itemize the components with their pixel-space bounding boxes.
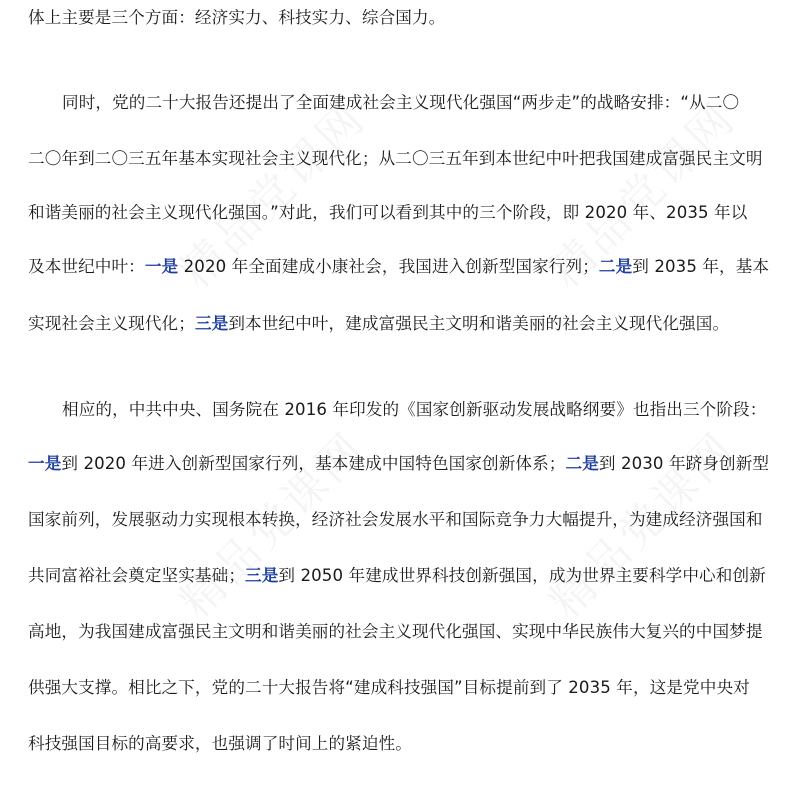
paragraph-3-line-3 [28, 508, 772, 532]
highlight-first: 一是 [28, 454, 62, 473]
text-segment: 2020 年全面建成小康社会，我国进入创新型国家行列； [178, 257, 599, 276]
text-segment: 供强大支撑。相比之下，党的二十大报告将“建成科技强国”目标提前到了 2035 年，这是党中央对 [28, 678, 750, 697]
paragraph-2-line-1 [62, 91, 800, 115]
text-segment: 二〇年到二〇三五年基本实现社会主义现代化；从二〇三五年到本世纪中叶把我国建成富强民主文明 [28, 149, 763, 168]
text-segment: 到本世纪中叶，建成富强民主文明和谐美丽的社会主义现代化强国。 [228, 314, 730, 333]
highlight-third: 三是 [194, 314, 229, 333]
paragraph-3-line-6 [28, 676, 772, 700]
paragraph-2-line-5 [28, 312, 772, 336]
highlight-second: 二是 [598, 257, 633, 276]
highlight-second: 二是 [565, 454, 599, 473]
paragraph-2-line-3 [28, 201, 772, 225]
paragraph-2-line-4 [28, 255, 772, 279]
paragraph-3-line-2 [28, 452, 772, 476]
highlight-third: 三是 [245, 566, 279, 585]
text-segment: 同时，党的二十大报告还提出了全面建成社会主义现代化强国“两步走”的战略安排：“从二〇 [62, 93, 740, 112]
text-segment: 国家前列，发展驱动力实现根本转换，经济社会发展水平和国际竞争力大幅提升，为建成经济强国和 [28, 510, 763, 529]
paragraph-3-line-5 [28, 620, 772, 644]
paragraph-1-line-1 [28, 6, 772, 30]
text-segment: 共同富裕社会奠定坚实基础； [28, 566, 246, 585]
text-segment: 实现社会主义现代化； [28, 314, 195, 333]
text-segment: 体上主要是三个方面：经济实力、科技实力、综合国力。 [28, 8, 446, 27]
text-segment: 和谐美丽的社会主义现代化强国。”对此，我们可以看到其中的三个阶段，即 2020 年、2035 年以 [28, 203, 748, 222]
text-segment: 到 2030 年跻身创新型 [598, 454, 770, 473]
paragraph-2-line-2 [28, 147, 772, 171]
text-segment: 科技强国目标的高要求，也强调了时间上的紧迫性。 [28, 734, 412, 753]
text-segment: 高地，为我国建成富强民主文明和谐美丽的社会主义现代化强国、实现中华民族伟大复兴的中国梦提 [28, 622, 763, 641]
text-segment: 相应的，中共中央、国务院在 2016 年印发的《国家创新驱动发展战略纲要》也指出三个阶段： [62, 400, 767, 419]
paragraph-3-line-7 [28, 732, 772, 756]
text-segment: 及本世纪中叶： [28, 257, 145, 276]
text-segment: 到 2020 年进入创新型国家行列，基本建成中国特色国家创新体系； [61, 454, 566, 473]
text-segment: 到 2050 年建成世界科技创新强国，成为世界主要科学中心和创新 [278, 566, 766, 585]
paragraph-3-line-1 [62, 398, 800, 422]
paragraph-3-line-4 [28, 564, 772, 588]
text-segment: 到 2035 年，基本 [632, 257, 770, 276]
highlight-first: 一是 [144, 257, 179, 276]
